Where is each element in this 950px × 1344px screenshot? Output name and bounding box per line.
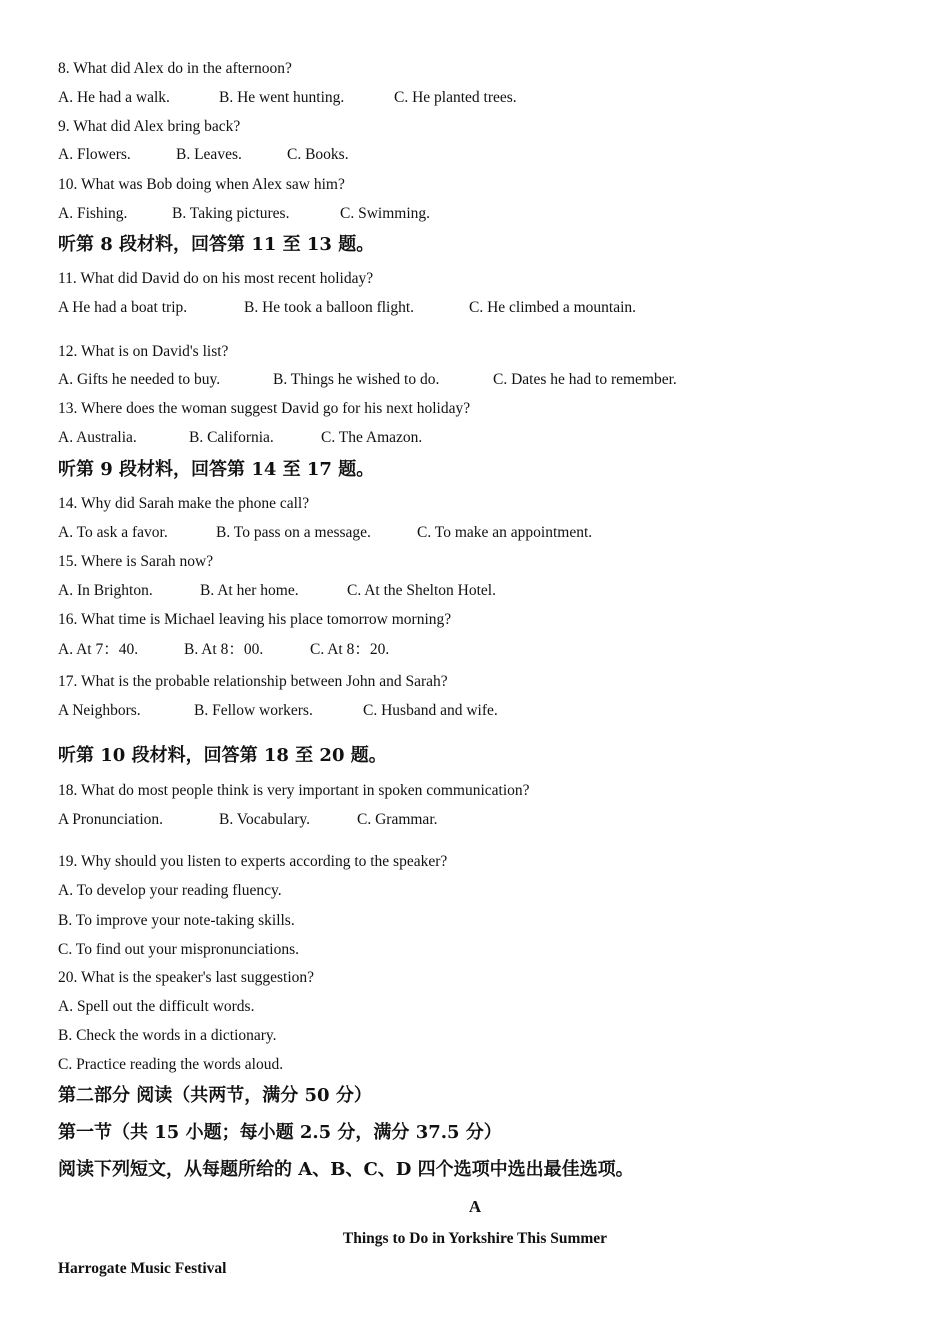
question-stem: 16. What time is Michael leaving his place tomorrow morning? xyxy=(58,611,452,628)
instructions: 阅读下列短文，从每题所给的 A、B、C、D 四个选项中选出最佳选项。 xyxy=(58,1159,634,1180)
option-a: A He had a boat trip. xyxy=(58,299,188,316)
question-stem: 15. Where is Sarah now? xyxy=(58,553,214,570)
option-b: B. He took a balloon flight. xyxy=(244,299,415,316)
part-title: 第二部分 阅读（共两节，满分 50 分） xyxy=(58,1085,372,1106)
question-stem: 14. Why did Sarah make the phone call? xyxy=(58,495,310,512)
option-a: A. Spell out the difficult words. xyxy=(58,998,255,1015)
option-b: B. Fellow workers. xyxy=(194,702,313,719)
option-a: A. To ask a favor. xyxy=(58,524,168,541)
question-stem: 10. What was Bob doing when Alex saw him? xyxy=(58,176,345,193)
option-b: B. Taking pictures. xyxy=(172,205,290,222)
section-title: 第一节（共 15 小题；每小题 2.5 分，满分 37.5 分） xyxy=(58,1122,502,1143)
option-a: A. Australia. xyxy=(58,429,137,446)
option-b: B. Leaves. xyxy=(176,146,242,163)
option-c: C. Practice reading the words aloud. xyxy=(58,1056,284,1073)
option-a: A. Gifts he needed to buy. xyxy=(58,371,221,388)
section-heading: 听第 10 段材料，回答第 18 至 20 题。 xyxy=(58,745,387,766)
question-stem: 9. What did Alex bring back? xyxy=(58,118,241,135)
option-b: B. To improve your note-taking skills. xyxy=(58,912,295,929)
question-stem: 18. What do most people think is very important in spoken communication? xyxy=(58,782,530,799)
question-stem: 8. What did Alex do in the afternoon? xyxy=(58,60,292,77)
question-stem: 20. What is the speaker's last suggestion? xyxy=(58,969,315,986)
option-a: A. Fishing. xyxy=(58,205,128,222)
option-a: A. To develop your reading fluency. xyxy=(58,882,282,899)
passage-subheading: Harrogate Music Festival xyxy=(58,1260,227,1277)
question-stem: 11. What did David do on his most recent holiday? xyxy=(58,270,374,287)
section-heading: 听第 9 段材料，回答第 14 至 17 题。 xyxy=(58,459,375,480)
option-c: C. To make an appointment. xyxy=(417,524,593,541)
passage-letter: A xyxy=(468,1197,482,1216)
passage-title: Things to Do in Yorkshire This Summer xyxy=(342,1230,608,1247)
option-c: C. He planted trees. xyxy=(394,89,517,106)
option-b: B. California. xyxy=(189,429,274,446)
option-c: C. Books. xyxy=(287,146,349,163)
option-c: C. Grammar. xyxy=(357,811,438,828)
question-stem: 12. What is on David's list? xyxy=(58,343,229,360)
option-a: A. In Brighton. xyxy=(58,582,153,599)
option-b: B. Things he wished to do. xyxy=(273,371,440,388)
option-b: B. To pass on a message. xyxy=(216,524,371,541)
option-a: A. He had a walk. xyxy=(58,89,170,106)
option-c: C. He climbed a mountain. xyxy=(469,299,637,316)
option-a: A. At 7：40. xyxy=(58,641,139,658)
section-heading: 听第 8 段材料，回答第 11 至 13 题。 xyxy=(58,234,375,255)
option-c: C. Husband and wife. xyxy=(363,702,498,719)
option-c: C. To find out your mispronunciations. xyxy=(58,941,300,958)
option-b: B. At her home. xyxy=(200,582,299,599)
option-c: C. At 8：20. xyxy=(310,641,390,658)
option-b: B. Vocabulary. xyxy=(219,811,310,828)
option-c: C. Dates he had to remember. xyxy=(493,371,677,388)
option-a: A. Flowers. xyxy=(58,146,131,163)
option-c: C. Swimming. xyxy=(340,205,431,222)
option-c: C. At the Shelton Hotel. xyxy=(347,582,496,599)
option-b: B. Check the words in a dictionary. xyxy=(58,1027,277,1044)
option-a: A Neighbors. xyxy=(58,702,141,719)
question-stem: 19. Why should you listen to experts according to the speaker? xyxy=(58,853,448,870)
option-c: C. The Amazon. xyxy=(321,429,423,446)
question-stem: 13. Where does the woman suggest David go for his next holiday? xyxy=(58,400,471,417)
option-b: B. He went hunting. xyxy=(219,89,345,106)
question-stem: 17. What is the probable relationship between John and Sarah? xyxy=(58,673,448,690)
option-b: B. At 8：00. xyxy=(184,641,264,658)
option-a: A Pronunciation. xyxy=(58,811,164,828)
